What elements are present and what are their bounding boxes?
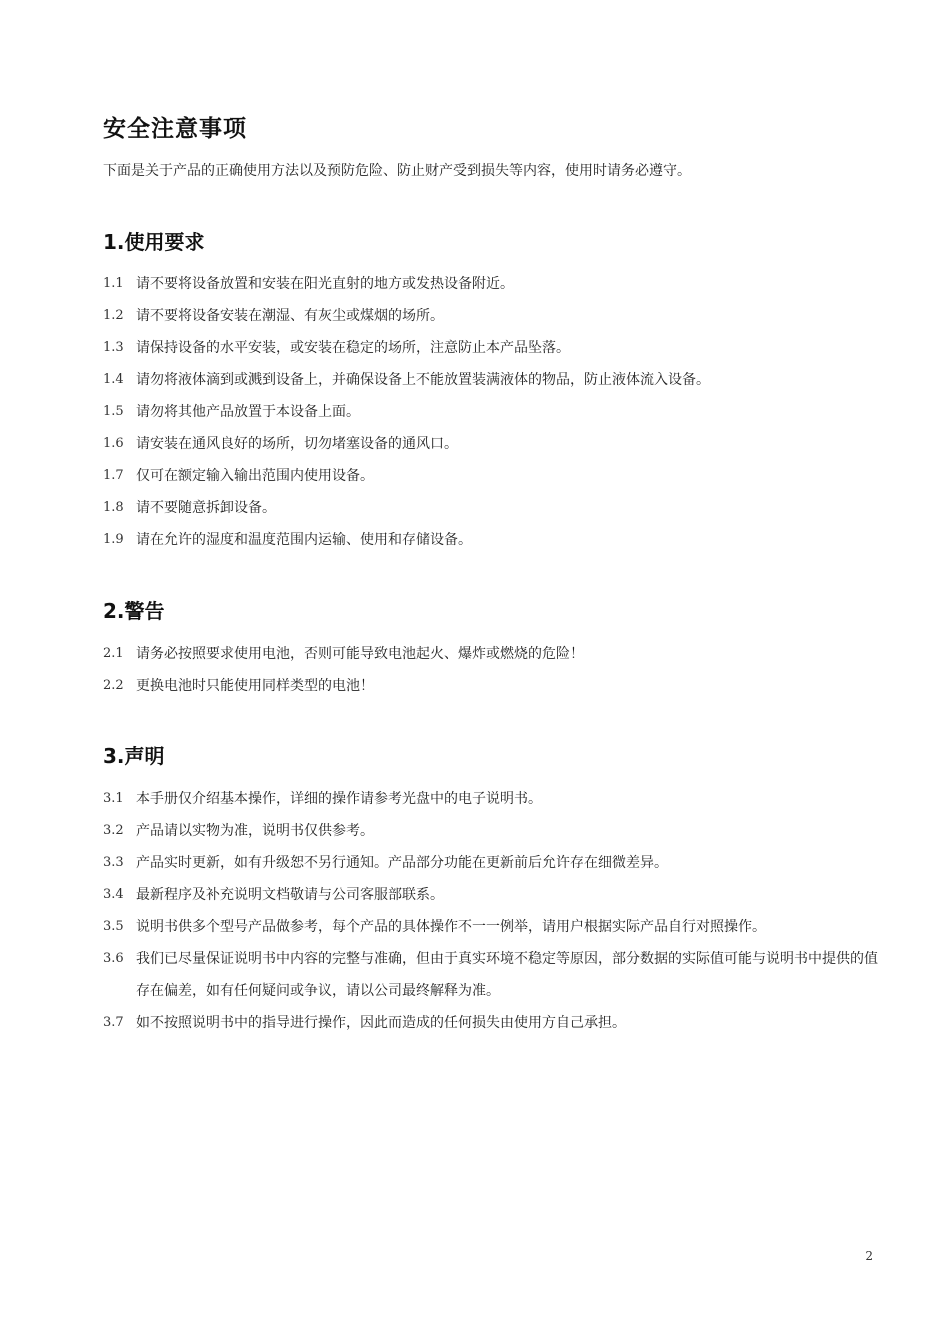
item-number: 1.3 [103, 340, 124, 355]
item-text: 仅可在额定输入输出范围内使用设备。 [136, 468, 374, 484]
item-number: 1.9 [103, 532, 124, 547]
list-item [103, 428, 883, 460]
page-title: 安全注意事项 [103, 116, 247, 142]
item-number: 1.6 [103, 436, 124, 451]
item-number: 2.1 [103, 646, 124, 661]
item-number: 1.7 [103, 468, 124, 483]
list-item [103, 638, 883, 670]
item-text: 如不按照说明书中的指导进行操作，因此而造成的任何损失由使用方自己承担。 [136, 1015, 626, 1031]
section-list-statement [103, 783, 883, 1039]
item-number: 1.1 [103, 276, 124, 291]
item-number: 3.3 [103, 855, 124, 870]
item-number: 1.4 [103, 372, 124, 387]
list-item [103, 943, 883, 1007]
item-text: 请在允许的湿度和温度范围内运输、使用和存储设备。 [136, 532, 472, 548]
item-text: 我们已尽量保证说明书中内容的完整与准确，但由于真实环境不稳定等原因，部分数据的实际值可能与说明书中提供的值存在偏差，如有任何疑问或争议，请以公司最终解释为准。 [136, 951, 878, 999]
section-heading-warning: 2.警告 [103, 599, 165, 623]
item-text: 更换电池时只能使用同样类型的电池！ [136, 678, 374, 694]
item-text: 请不要将设备放置和安装在阳光直射的地方或发热设备附近。 [136, 276, 514, 292]
page-number: 2 [865, 1249, 873, 1263]
item-text: 请保持设备的水平安装，或安装在稳定的场所，注意防止本产品坠落。 [136, 340, 570, 356]
section-heading-usage: 1.使用要求 [103, 230, 205, 254]
item-text: 请安装在通风良好的场所，切勿堵塞设备的通风口。 [136, 436, 458, 452]
item-text: 请勿将液体滴到或溅到设备上，并确保设备上不能放置装满液体的物品，防止液体流入设备。 [136, 372, 710, 388]
item-number: 1.2 [103, 308, 124, 323]
list-item [103, 300, 883, 332]
item-number: 3.5 [103, 919, 124, 934]
list-item [103, 670, 883, 702]
item-text: 产品请以实物为准，说明书仅供参考。 [136, 823, 374, 839]
item-number: 3.1 [103, 791, 124, 806]
item-text: 产品实时更新，如有升级恕不另行通知。产品部分功能在更新前后允许存在细微差异。 [136, 855, 668, 871]
item-number: 2.2 [103, 678, 124, 693]
item-text: 请不要随意拆卸设备。 [136, 500, 276, 516]
list-item [103, 815, 883, 847]
section-list-usage [103, 268, 883, 556]
list-item [103, 879, 883, 911]
item-number: 1.5 [103, 404, 124, 419]
section-list-warning [103, 638, 883, 702]
list-item [103, 783, 883, 815]
item-number: 1.8 [103, 500, 124, 515]
intro-paragraph: 下面是关于产品的正确使用方法以及预防危险、防止财产受到损失等内容，使用时请务必遵守。 [103, 163, 691, 179]
list-item [103, 396, 883, 428]
item-number: 3.7 [103, 1015, 124, 1030]
list-item [103, 268, 883, 300]
list-item [103, 524, 883, 556]
item-text: 本手册仅介绍基本操作，详细的操作请参考光盘中的电子说明书。 [136, 791, 542, 807]
item-text: 最新程序及补充说明文档敬请与公司客服部联系。 [136, 887, 444, 903]
item-text: 请勿将其他产品放置于本设备上面。 [136, 404, 360, 420]
list-item [103, 911, 883, 943]
item-text: 请务必按照要求使用电池，否则可能导致电池起火、爆炸或燃烧的危险！ [136, 646, 584, 662]
list-item [103, 332, 883, 364]
item-number: 3.2 [103, 823, 124, 838]
list-item [103, 492, 883, 524]
item-text: 说明书供多个型号产品做参考，每个产品的具体操作不一一例举，请用户根据实际产品自行对照操作。 [136, 919, 766, 935]
list-item [103, 847, 883, 879]
item-number: 3.4 [103, 887, 124, 902]
item-number: 3.6 [103, 951, 124, 966]
list-item [103, 364, 883, 396]
list-item [103, 460, 883, 492]
list-item [103, 1007, 883, 1039]
item-text: 请不要将设备安装在潮湿、有灰尘或煤烟的场所。 [136, 308, 444, 324]
section-heading-statement: 3.声明 [103, 744, 165, 768]
